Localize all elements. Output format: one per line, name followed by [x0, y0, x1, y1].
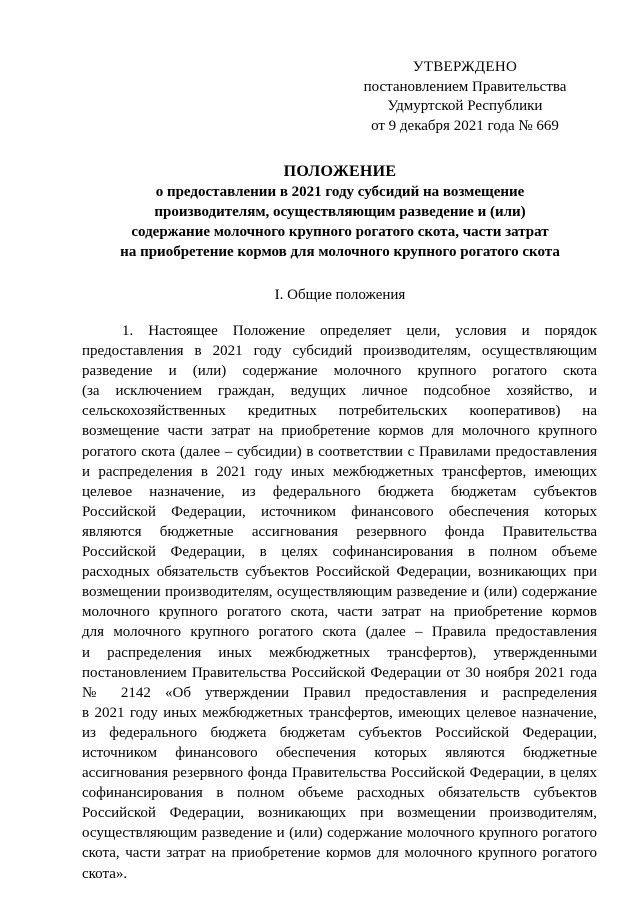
- paragraph-line: и распределения иных межбюджетных трансфертов), утвержденными: [82, 644, 597, 661]
- paragraph-line: расходных обязательств субъектов Российской Федерации, возникающих при: [82, 564, 597, 581]
- paragraph-line: из федерального бюджета бюджетам субъектов Российской Федерации,: [82, 724, 597, 741]
- document-title-main: ПОЛОЖЕНИЕ: [283, 163, 397, 180]
- paragraph-line: являются бюджетные ассигнования резервного фонда Правительства: [82, 523, 597, 540]
- document-title-line: о предоставлении в 2021 году субсидий на возмещение: [155, 184, 525, 200]
- paragraph-line: постановлением Правительства Российской Федерации от 30 ноября 2021 года: [82, 664, 597, 681]
- approval-line: постановлением Правительства: [363, 78, 567, 95]
- document-title-line: на приобретение кормов для молочного крупного рогатого скота: [120, 244, 560, 260]
- paragraph-line: для молочного крупного рогатого скота (далее – Правила предоставления: [82, 624, 597, 641]
- paragraph-line: ассигнования резервного фонда Правительства Российской Федерации, в целях: [82, 765, 597, 782]
- paragraph-line: разведение и (или) содержание молочного крупного рогатого скота: [82, 363, 597, 380]
- paragraph-line: целевое назначение, из федерального бюджета бюджетам субъектов: [82, 483, 597, 500]
- document-title: [70, 162, 610, 262]
- paragraph-line: в 2021 году иных межбюджетных трансфертов, имеющих целевое назначение,: [82, 704, 597, 721]
- paragraph-line: рогатого скота (далее – субсидии) в соответствии с Правилами предоставления: [82, 443, 597, 460]
- approval-heading: УТВЕРЖДЕНО: [412, 59, 518, 75]
- paragraph-1: [82, 321, 597, 884]
- paragraph-line: № 2142 «Об утверждении Правил предоставления и распределения: [82, 684, 597, 701]
- document-title-line: производителям, осуществляющим разведение и (или): [154, 204, 526, 220]
- paragraph-line: скота».: [82, 865, 128, 882]
- paragraph-line: молочного крупного рогатого скота, части затрат на приобретение кормов: [82, 604, 597, 621]
- document-title-line: содержание молочного крупного рогатого скота, части затрат: [131, 224, 549, 240]
- paragraph-line: скота, части затрат на приобретение кормов для молочного крупного рогатого: [82, 845, 597, 862]
- paragraph-line: сельскохозяйственных кредитных потребительских кооперативов) на: [82, 403, 597, 420]
- paragraph-line: 1. Настоящее Положение определяет цели, условия и порядок: [122, 323, 597, 339]
- approval-date: от 9 декабря 2021 года № 669: [371, 117, 559, 134]
- paragraph-line: Российской Федерации, в целях софинансирования в полном объеме: [82, 544, 597, 561]
- paragraph-line: предоставления в 2021 году субсидий производителям, осуществляющим: [82, 343, 597, 360]
- section-heading: I. Общие положения: [274, 287, 406, 303]
- paragraph-line: и распределения в 2021 году иных межбюджетных трансфертов, имеющих: [82, 463, 597, 480]
- paragraph-line: софинансирования в полном объеме расходных обязательств субъектов: [82, 785, 597, 802]
- approval-stamp: [360, 58, 570, 136]
- paragraph-line: Российской Федерации, возникающих при возмещении производителям,: [82, 805, 597, 822]
- paragraph-line: источником финансового обеспечения которых являются бюджетные: [82, 744, 597, 761]
- paragraph-line: возмещение части затрат на приобретение кормов для молочного крупного: [82, 423, 597, 440]
- approval-line: Удмуртской Республики: [387, 98, 543, 114]
- paragraph-line: осуществляющим разведение и (или) содержание молочного крупного рогатого: [82, 825, 597, 842]
- paragraph-line: (за исключением граждан, ведущих личное подсобное хозяйство, и: [82, 383, 597, 400]
- paragraph-line: возмещении производителям, осуществляющим разведение и (или) содержание: [82, 584, 597, 601]
- paragraph-line: Российской Федерации, источником финансового обеспечения которых: [82, 503, 597, 520]
